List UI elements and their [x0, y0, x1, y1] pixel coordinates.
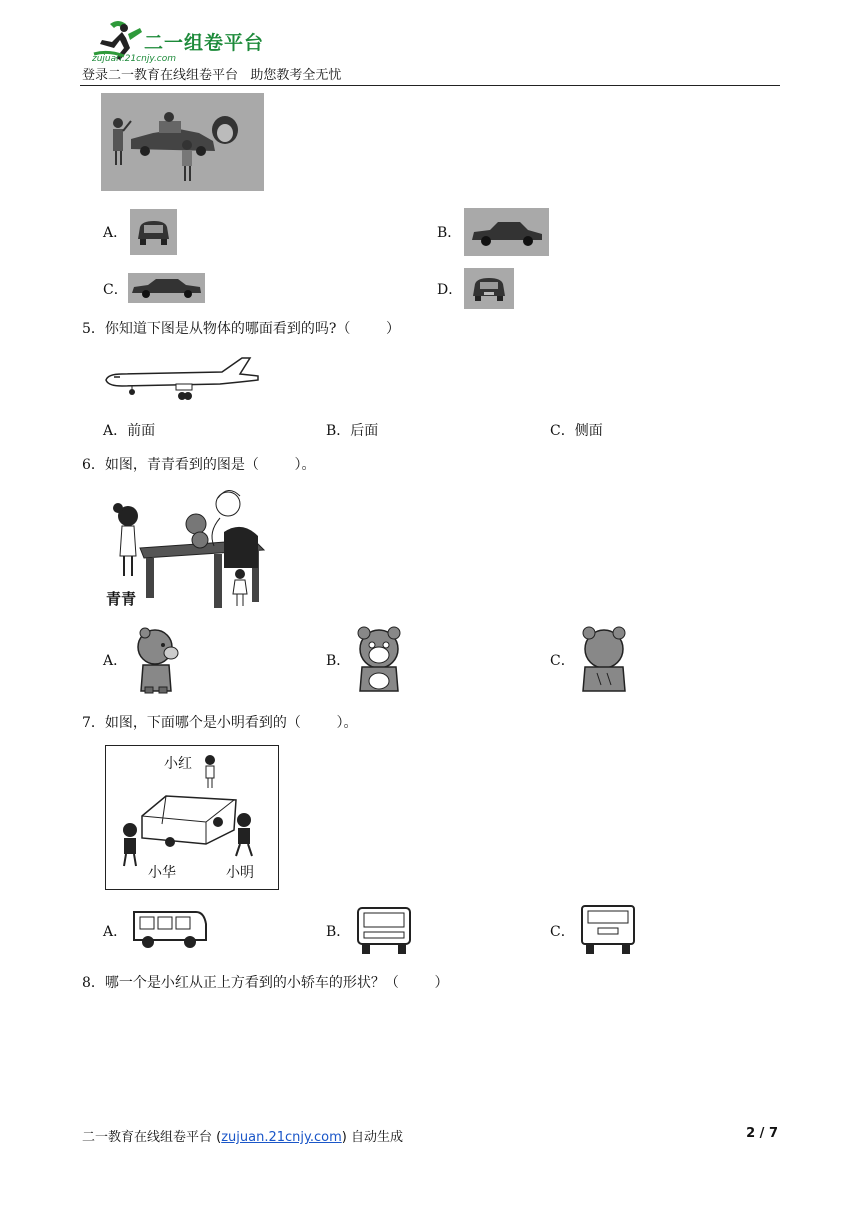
tiger-front-icon[interactable]	[352, 625, 406, 697]
bus-back-icon[interactable]	[578, 902, 638, 956]
q7-option-b-letter[interactable]: B．	[326, 924, 351, 940]
question-text: 你知道下图是从物体的哪面看到的吗?（ ）	[104, 321, 401, 337]
bus-side-icon[interactable]	[130, 904, 210, 954]
question-number: 8．	[82, 975, 105, 991]
logo-title: 二一组卷平台	[144, 32, 265, 54]
header-tagline: 登录二一教育在线组卷平台 助您教考全无忧	[82, 68, 342, 83]
q5-option-a[interactable]: A．前面	[103, 423, 156, 439]
bus-front-icon[interactable]	[352, 904, 416, 956]
car-back-icon[interactable]	[464, 268, 514, 309]
question-number: 5．	[82, 321, 105, 337]
question-number: 6．	[82, 457, 105, 473]
q7-option-a-letter[interactable]: A．	[103, 924, 128, 940]
tiger-back-icon[interactable]	[577, 625, 631, 697]
car-side-icon[interactable]	[464, 208, 549, 256]
q4-scene-figure	[101, 93, 264, 191]
xiaohua-label: 小华	[148, 865, 176, 881]
q5-option-c[interactable]: C．侧面	[550, 423, 603, 439]
q5-option-b[interactable]: B．后面	[326, 423, 379, 439]
airplane-figure	[102, 354, 262, 404]
q7-scene-figure	[105, 745, 279, 890]
q4-option-c-letter[interactable]: C．	[103, 282, 128, 298]
question-text: 哪一个是小红从正上方看到的小轿车的形状？（ ）	[104, 975, 449, 991]
car-side-long-icon[interactable]	[128, 273, 205, 303]
tiger-side-icon[interactable]	[133, 625, 183, 697]
page-number: 2 / 7	[746, 1126, 778, 1141]
q6-option-a-letter[interactable]: A．	[103, 653, 128, 669]
footer-link[interactable]: zujuan.21cnjy.com	[221, 1130, 342, 1145]
footer-source: 二一教育在线组卷平台 (zujuan.21cnjy.com) 自动生成	[82, 1130, 403, 1145]
xiaoming-label: 小明	[226, 865, 254, 881]
q4-option-d-letter[interactable]: D．	[437, 282, 463, 298]
q4-option-b-letter[interactable]: B．	[437, 225, 462, 241]
q7-option-c-letter[interactable]: C．	[550, 924, 575, 940]
q6-option-c-letter[interactable]: C．	[550, 653, 575, 669]
question-number: 7．	[82, 715, 105, 731]
question-5	[82, 320, 400, 338]
q6-option-b-letter[interactable]: B．	[326, 653, 351, 669]
question-6	[82, 456, 316, 474]
q4-option-a-letter[interactable]: A．	[103, 225, 128, 241]
question-text: 如图，下面哪个是小明看到的（ ）。	[104, 715, 358, 731]
car-front-icon[interactable]	[130, 209, 177, 255]
header-divider	[80, 85, 780, 86]
question-7	[82, 714, 358, 732]
logo-subtitle: zujuan.21cnjy.com	[92, 54, 177, 64]
question-text: 如图，青青看到的图是（ ）。	[104, 457, 316, 473]
qingqing-label: 青青	[106, 590, 137, 608]
header-logo	[88, 18, 278, 66]
question-8	[82, 974, 449, 992]
q6-scene-figure	[104, 484, 270, 612]
xiaohong-label: 小红	[164, 756, 192, 772]
